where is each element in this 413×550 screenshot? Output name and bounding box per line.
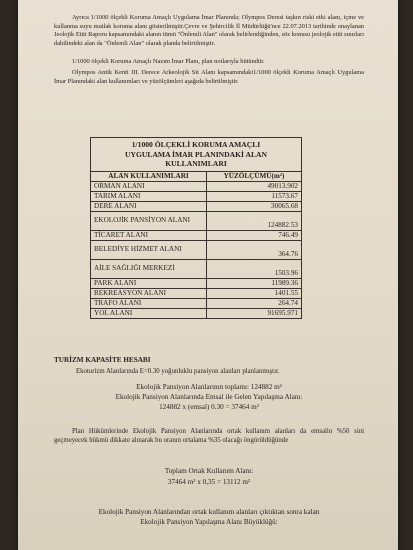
calc1-line-1-text: Ekolojik Pansiyon Alanlarının toplamı: 124882 m² bbox=[136, 383, 282, 391]
calc2-line-2: 37464 m² x 0,35 = 13112 m² bbox=[167, 478, 251, 486]
land-use-name: TARIM ALANI bbox=[91, 191, 207, 201]
section-intro: Ekoturizm Alanlarında E=0.30 yoğunluklu pansiyon alanları planlanmıştır. bbox=[76, 368, 280, 375]
land-use-area: 1401.55 bbox=[207, 288, 302, 298]
land-use-name: EKOLOJİK PANSİYON ALANI bbox=[91, 211, 207, 230]
land-use-area: 264.74 bbox=[207, 298, 302, 308]
plan-paragraph: Plan Hükümlerinde Ekolojik Pansiyon Alanlarında ortak kullanım alanları da emsalin %50 sini geçmeyecek hükmü dikkate alınarak bu oranın ortalama %35 olacağı öngörüldüğünde bbox=[54, 428, 364, 444]
document-page bbox=[18, 0, 398, 550]
table-row bbox=[91, 298, 302, 308]
table-row bbox=[91, 211, 302, 230]
land-use-name: PARK ALANI bbox=[91, 278, 207, 288]
land-use-area: 11573.67 bbox=[207, 191, 302, 201]
land-use-name: REKREASYON ALANI bbox=[91, 288, 207, 298]
land-use-area: 49013.902 bbox=[207, 181, 302, 191]
column-header-area: YÜZÖLÇÜMÜ(m²) bbox=[207, 171, 302, 181]
table-row bbox=[91, 240, 302, 259]
land-use-name: AİLE SAĞLIĞI MERKEZİ bbox=[91, 259, 207, 278]
calc1-line-2: Ekolojik Pansiyon Alanlarında Emsal ile Gelen Yapılaşma Alanı: bbox=[115, 393, 303, 401]
intro-paragraph-1: Ayrıca 1/1000 ölçekli Koruma Amaçlı Uygulama İmar Planında; Olympos Deresi taşkın riski etki alanı, içme ve kullanma suyu mutlak koruma alanı gösterilmiştir.Çevre ve Şehircilik İl Müdürlüğü'nce 22.07.2013 tarihinde onaylanan Jeolojik Etüt Raporu kapsamındaki alanın tümü "Önlemli Alan" olarak belirlendiğinden, söz konusu jeolojik etüt sınırları dahilindeki alan da "Önlemli Alan" olarak planda belirtilmiştir. bbox=[54, 14, 364, 47]
land-use-name: BELEDİYE HİZMET ALANI bbox=[91, 240, 207, 259]
table-row bbox=[91, 308, 302, 318]
land-use-area: 30065.68 bbox=[207, 201, 302, 211]
calc1-line-1 bbox=[54, 382, 364, 392]
intro-paragraph-2: 1/1000 ölçekli Koruma Amaçlı Nazım İmar Planı, plan notlarıyla bütündür. bbox=[72, 58, 265, 65]
table-row bbox=[91, 191, 302, 201]
land-use-area: 91695.971 bbox=[207, 308, 302, 318]
table-title-line-1: 1/1000 ÖLÇEKLİ KORUMA AMAÇLI bbox=[131, 140, 261, 149]
table-row bbox=[91, 259, 302, 278]
table-row bbox=[91, 288, 302, 298]
land-use-name: ORMAN ALANI bbox=[91, 181, 207, 191]
intro-paragraph-3: Olympos Antik Kenti III. Derece Arkeolojik Sit Alanı kapsamındaki1/1000 ölçekli Koruma Amaçlı Uygulama İmar Planındaki alan kullanımları ve yüzölçümleri aşağıda belirtilmiştir. bbox=[54, 69, 364, 85]
land-use-area: 746.49 bbox=[207, 230, 302, 240]
land-use-area: 1503.96 bbox=[207, 259, 302, 278]
closing-line-2: Ekolojik Pansiyon Yapılaşma Alanı Büyüklüğü: bbox=[140, 518, 278, 526]
calc1-line-3: 124882 x (emsal) 0.30 = 37464 m² bbox=[159, 403, 259, 411]
table-title-line-3: KULLANIMLARI bbox=[165, 159, 227, 168]
column-header-land-use: ALAN KULLANIMLARI bbox=[91, 171, 207, 181]
section-heading: TURİZM KAPASİTE HESABI bbox=[54, 356, 151, 364]
table-row bbox=[91, 230, 302, 240]
land-use-name: TİCARET ALANI bbox=[91, 230, 207, 240]
table-row bbox=[91, 181, 302, 191]
table-title bbox=[91, 138, 302, 172]
calc2-line-1: Toplam Ortak Kullanım Alanı: bbox=[164, 467, 254, 475]
land-use-table bbox=[90, 137, 302, 319]
land-use-name: YOL ALANI bbox=[91, 308, 207, 318]
land-use-area: 364.76 bbox=[207, 240, 302, 259]
table-row bbox=[91, 278, 302, 288]
land-use-area: 11989.36 bbox=[207, 278, 302, 288]
table-title-line-2: UYGULAMA İMAR PLANINDAKİ ALAN bbox=[125, 149, 267, 159]
table-row bbox=[91, 201, 302, 211]
closing-line-1: Ekolojik Pansiyon Alanlarından ortak kullanım alanları çıktıktan sonra kalan bbox=[98, 508, 320, 516]
land-use-name: DERE ALANI bbox=[91, 201, 207, 211]
land-use-area: 124882.53 bbox=[207, 211, 302, 230]
land-use-name: TRAFO ALANI bbox=[91, 298, 207, 308]
